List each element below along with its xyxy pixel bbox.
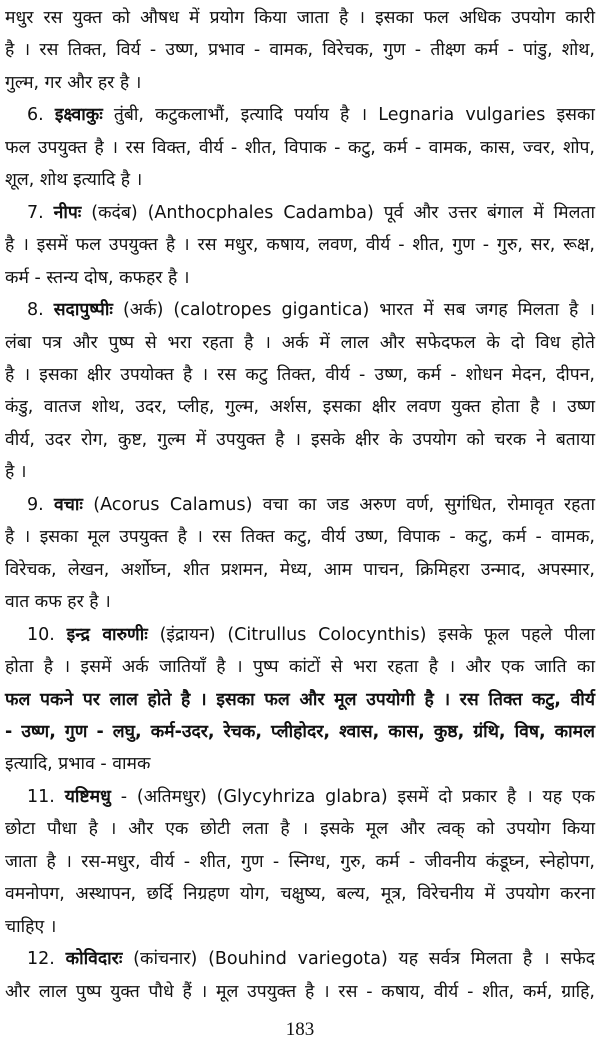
text-line (5, 424, 595, 456)
entry-paragraph (5, 781, 595, 943)
text-line (5, 262, 595, 294)
text-line (5, 554, 595, 586)
text-line (5, 197, 595, 229)
line-text: वात कफ हर है । (5, 592, 111, 613)
entry-title: सदापुष्पीः (53, 300, 113, 321)
entry-number: 11. (27, 786, 55, 807)
entry-paragraph (5, 489, 595, 619)
entry-paragraph (5, 294, 595, 489)
entry-number: 12. (27, 949, 55, 970)
text-line (5, 976, 595, 1008)
line-text: (अर्क) (calotropes gigantica) भारत में सब जगह मिलता है । (122, 300, 595, 321)
line-text: कंडु, वातज शोथ, उदर, प्लीह, गुल्म, अर्शस, इसका क्षीर लवण युक्त होता है । उष्ण (5, 397, 595, 418)
text-line (5, 619, 595, 651)
text-line (5, 294, 595, 326)
line-text: चाहिए । (5, 916, 57, 937)
text-line (5, 586, 595, 618)
text-line (5, 359, 595, 391)
line-text: लंबा पत्र और पुष्प से भरा रहता है । अर्क में लाल और सफेदफल के दो विध होते (5, 332, 595, 353)
text-line (5, 943, 595, 975)
line-text: जाता है । रस-मधुर, वीर्य - शीत, गुण - स्निग्ध, गुरु, कर्म - जीवनीय कंडूघ्न, स्नेहोपग, (5, 851, 595, 872)
line-text: होता है । इसमें अर्क जातियाँ है । पुष्प कांटों से भरा रहता है । और एक जाति का (5, 657, 595, 678)
line-text: वमनोपग, अस्थापन, छर्दि निग्रहण योग, चक्षुष्य, बल्य, मूत्र, विरेचनीय में उपयोग करना (5, 884, 595, 905)
text-line (5, 391, 595, 423)
text-line (5, 521, 595, 553)
text-line (5, 716, 595, 748)
text-line (5, 327, 595, 359)
line-text: तुंबी, कटुकलाभौं, इत्यादि पर्याय है । Legnaria vulgaries इसका (113, 105, 595, 126)
text-line (5, 229, 595, 261)
entry-title: कोविदारः (65, 949, 123, 970)
text-line (5, 456, 595, 488)
text-line (5, 878, 595, 910)
line-text: इत्यादि, प्रभाव - वामक (5, 754, 151, 775)
text-line (5, 846, 595, 878)
entry-paragraph (5, 99, 595, 196)
text-line (5, 911, 595, 943)
line-text: गुल्म, गर और हर है । (5, 72, 142, 93)
continuation-paragraph (5, 2, 595, 99)
entry-title: नीपः (53, 202, 82, 223)
text-line (5, 651, 595, 683)
line-text: - (अतिमधुर) (Glycyhriza glabra) इसमें दो प्रकार है । यह एक (120, 786, 595, 807)
entry-number: 6. (27, 105, 44, 126)
line-text: विरेचक, लेखन, अर्शोघ्न, शीत प्रशमन, मेध्य, आम पाचन, क्रिमिहरा उन्माद, अपस्मार, (5, 559, 595, 580)
text-line (5, 67, 595, 99)
entry-paragraph (5, 943, 595, 1008)
page-number: 183 (285, 1019, 315, 1041)
line-text: फल पकने पर लाल होते है । इसका फल और मूल उपयोगी है । रस तिक्त कटु, वीर्य (5, 689, 595, 710)
text-line (5, 781, 595, 813)
entry-title: इक्ष्वाकुः (54, 105, 103, 126)
line-text: फल उपयुक्त है । रस विक्त, वीर्य - शीत, विपाक - कटु, कर्म - वामक, कास, ज्वर, शोप, (5, 137, 595, 158)
text-line (5, 489, 595, 521)
entry-number: 8. (27, 300, 44, 321)
line-text: (इंद्रायन) (Citrullus Colocynthis) इसके फूल पहले पीला (159, 624, 595, 645)
text-line (5, 34, 595, 66)
line-text: शूल, शोथ इत्यादि है । (5, 170, 143, 191)
entry-number: 10. (27, 624, 55, 645)
line-text: है । इसमें फल उपयुक्त है । रस मधुर, कषाय, लवण, वीर्य - शीत, गुण - गुरु, सर, रूक्ष, (5, 235, 595, 256)
entry-title: यष्टिमधु (64, 786, 111, 807)
line-text: मधुर रस युक्त को औषध में प्रयोग किया जाता है । इसका फल अधिक उपयोग कारी (5, 8, 595, 28)
entry-title: इन्द्र वारुणीः (66, 624, 148, 645)
line-text: (कदंब) (Anthocphales Cadamba) पूर्व और उत्तर बंगाल में मिलता (91, 202, 595, 223)
line-text: है । (5, 462, 27, 483)
entry-paragraph (5, 619, 595, 781)
text-line (5, 2, 595, 34)
line-text: है । रस तिक्त, विर्य - उष्ण, प्रभाव - वामक, विरेचक, गुण - तीक्ष्ण कर्म - पांडु, शोथ, (5, 40, 595, 61)
line-text: छोटा पौधा है । और एक छोटी लता है । इसके मूल और त्वक् को उपयोग किया (5, 819, 595, 840)
line-text: और लाल पुष्प युक्त पौधे हैं । मूल उपयुक्त है । रस - कषाय, वीर्य - शीत, कर्म, ग्राहि, (5, 981, 595, 1002)
entry-number: 9. (27, 494, 44, 515)
entry-paragraph (5, 197, 595, 294)
line-text: - उष्ण, गुण - लघु, कर्म-उदर, रेचक, प्लीहोदर, श्वास, कास, कुष्ठ, ग्रंथि, विष, कामल (5, 721, 595, 742)
line-text: (Acorus Calamus) वचा का जड अरुण वर्ण, सुगंधित, रोमावृत रहता (93, 494, 595, 515)
text-line (5, 748, 595, 780)
text-line (5, 132, 595, 164)
entry-number: 7. (27, 202, 44, 223)
text-line (5, 684, 595, 716)
text-line (5, 813, 595, 845)
line-text: है । इसका मूल उपयुक्त है । रस तिक्त कटु, वीर्य उष्ण, विपाक - कटु, कर्म - वामक, (5, 527, 595, 548)
line-text: (कांचनार) (Bouhind variegota) यह सर्वत्र मिलता है । सफेद (133, 949, 595, 970)
line-text: है । इसका क्षीर उपयोक्त है । रस कटु तिक्त, वीर्य - उष्ण, कर्म - शोधन मेदन, दीपन, (5, 364, 595, 385)
text-line (5, 164, 595, 196)
text-line (5, 99, 595, 131)
line-text: कर्म - स्तन्य दोष, कफहर है । (5, 267, 190, 288)
entry-title: वचाः (54, 494, 83, 515)
line-text: वीर्य, उदर रोग, कुष्ट, गुल्म में उपयुक्त है । इसके क्षीर के उपयोग को चरक ने बताया (5, 429, 595, 450)
